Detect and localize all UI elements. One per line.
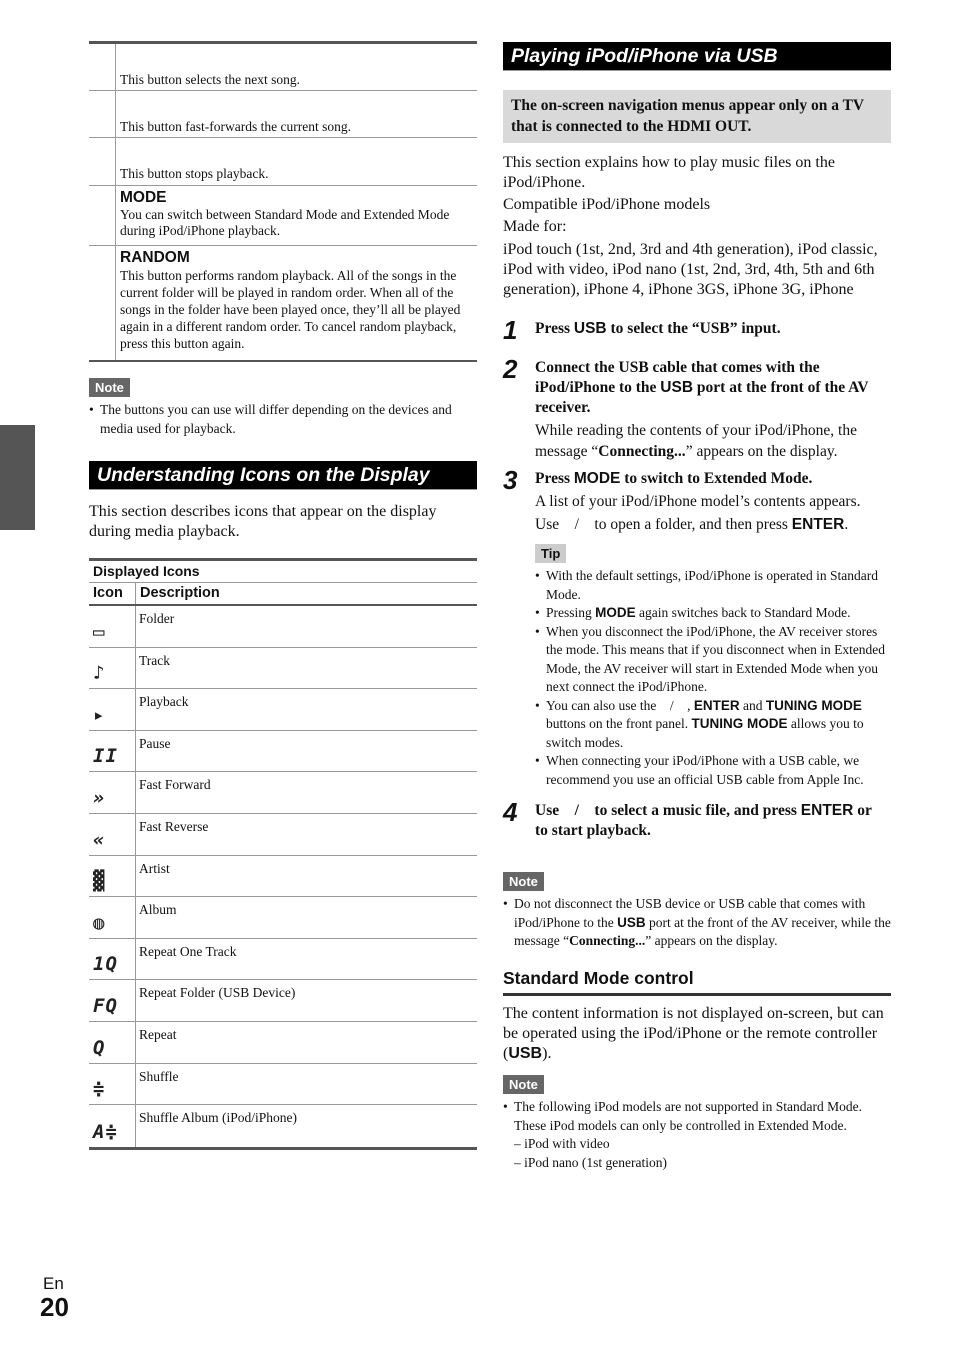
icon-cell [89,731,136,772]
icon-description: Pause [139,735,171,751]
usb-intro-p1: This section explains how to play music files on the iPod/iPhone. [503,154,835,191]
repeat-icon: Q [93,1036,106,1059]
mode-key: MODE [573,470,621,487]
step-number: 3 [503,465,518,495]
icon-cell [89,648,136,689]
step-1: 1 Press USB to select the “USB” input. [503,315,781,345]
icon-table-row [89,731,477,773]
button-row-stop [89,138,477,186]
icon-description: Folder [139,611,175,626]
note-item: • The following iPod models are not supported in Standard Mode. These iPod models can only be controlled in Extended Mode. – iPod with video – iPod nano (1st generation) [503,1098,891,1172]
track-icon: ♪ [93,662,106,685]
icon-table-row [89,814,477,856]
icon-table-row [89,980,477,1022]
tip-block [535,544,891,789]
folder-icon: ▭ [93,620,106,643]
icon-table-row [89,1105,477,1147]
shuffle-album-icon: A≑ [93,1120,118,1143]
random-heading: RANDOM [120,249,190,266]
icon-cell [89,772,136,813]
note-item: • Do not disconnect the USB device or USB cable that comes with iPod/iPhone to the USB port at the front of the AV receiver, while the message “Connecting...” appears on the display. [503,895,891,951]
icon-description: Repeat One Track [139,943,237,959]
icon-description: Shuffle [139,1068,179,1084]
usb-intro-p2: Compatible iPod/iPhone models [503,196,711,213]
note-dash-item: – iPod nano (1st generation) [514,1154,667,1170]
icon-table-row [89,939,477,981]
icon-cell [89,856,136,897]
tip-item: • When you disconnect the iPod/iPhone, the AV receiver stores the mode. This means that if you disconnect when in Extended Mode, the AV receiver will start in Extended Mode when you next connect the iPod/iPhone. [535,623,891,697]
icon-cell [89,1064,136,1105]
icon-table-row [89,648,477,690]
icon-table-row [89,772,477,814]
enter-key: ENTER [791,516,845,533]
button-desc: This button stops playback. [120,166,269,181]
icon-description: Track [139,652,171,668]
col-icon-header: Icon [89,583,136,604]
repeat-one-track-icon: 1Q [93,953,118,976]
button-row-mode [89,186,477,246]
usb-intro [503,153,891,300]
icon-description: Fast Forward [139,777,211,793]
note-badge: Note [503,1075,544,1094]
note-badge: Note [503,872,544,891]
tip-item: • Pressing MODE again switches back to Standard Mode. [535,604,891,623]
tip-item: • You can also use the / , ENTER and TUNING MODE buttons on the front panel. TUNING MODE allows you to switch modes. [535,697,891,753]
icon-cell [89,1022,136,1063]
icon-cell [89,939,136,980]
button-row-next [89,44,477,91]
button-desc: This button selects the next song. [120,72,300,87]
pause-icon: II [93,745,118,768]
note-item: • The buttons you can use will differ depending on the devices and media used for playback. [89,401,477,438]
icon-cell [89,606,136,647]
shuffle-icon: ≑ [93,1078,106,1101]
button-table [89,41,477,362]
standard-mode-para: The content information is not displayed on-screen, but can be operated using the iPod/iPhone or the remote controller (USB). [503,1005,884,1062]
mode-desc: You can switch between Standard Mode and Extended Mode during iPod/iPhone playback. [120,207,450,238]
usb-note-2 [503,1075,891,1172]
icon-table-row [89,897,477,939]
icons-section-title: Understanding Icons on the Display [89,461,477,490]
icon-cell [89,980,136,1021]
standard-mode-title: Standard Mode control [503,968,891,996]
note-badge: Note [89,378,130,397]
icon-description: Shuffle Album (iPod/iPhone) [139,1110,298,1126]
random-desc: This button performs random playback. All of the songs in the current folder will be played in random order. When all of the songs in the folder have been played once, they’ll all be played again in a different random order. To cancel random playback, press this button again. [120,268,461,351]
step-number: 2 [503,354,518,384]
icon-table-row [89,689,477,731]
fast-reverse-icon: « [93,828,106,851]
usb-key: USB [660,379,694,396]
icon-table-row [89,1064,477,1106]
step3-body1: A list of your iPod/iPhone model’s contents appears. [535,493,861,510]
repeat-folder-icon: FQ [93,994,118,1017]
left-note [89,378,477,438]
hdmi-info-box: The on-screen navigation menus appear only on a TV that is connected to the HDMI OUT. [503,90,891,143]
note-dash-item: – iPod with video [514,1136,610,1151]
tip-badge: Tip [535,544,566,563]
icon-cell [89,897,136,938]
icon-description: Album [139,902,177,918]
step-3: 3 Press MODE to switch to Extended Mode. A list of your iPod/iPhone model’s contents appears. Use / to open a folder, and then press ENTER. [503,469,891,535]
usb-note-1 [503,872,891,951]
step-2: 2 Connect the USB cable that comes with the iPod/iPhone to the USB port at the front of the AV receiver. While reading the contents of your iPod/iPhone, the message “Connecting...” appears on the display. [503,354,869,460]
step-4: 4 Use / to select a music file, and press ENTER or to start playback. [503,797,895,839]
fast-forward-icon: » [93,786,106,809]
tip-item: • With the default settings, iPod/iPhone is operated in Standard Mode. [535,567,891,604]
icon-description: Repeat [139,1026,177,1042]
icon-cell [89,814,136,855]
language-label: En [43,1274,64,1293]
usb-intro-p4: iPod touch (1st, 2nd, 3rd and 4th generation), iPod classic, iPod with video, iPod nano (1st, 2nd, 3rd, 4th, 5th and 6th generation), iPhone 4, iPhone 3GS, iPhone 3G, iPhone [503,241,878,298]
icon-cell [89,689,136,730]
enter-key: ENTER [800,802,854,819]
icons-table-body [89,606,477,1147]
icon-description: Playback [139,694,189,710]
button-row-random [89,246,477,360]
icon-description: Artist [139,860,170,876]
tip-item: • When connecting your iPod/iPhone with a USB cable, we recommend you use an official USB cable from Apple Inc. [535,752,891,789]
section-side-tab [0,425,35,530]
playback-icon: ▸ [93,703,106,726]
col-desc-header: Description [140,585,220,601]
icon-description: Repeat Folder (USB Device) [139,985,296,1001]
icons-table-caption: Displayed Icons [89,561,477,583]
icon-cell [89,1105,136,1147]
button-desc: This button fast-forwards the current song. [120,119,351,134]
usb-key: USB [573,320,607,337]
step-number: 1 [503,315,518,345]
icon-description: Fast Reverse [139,818,209,834]
icons-table-header [89,583,477,606]
icon-table-row [89,1022,477,1064]
step-number: 4 [503,797,518,827]
usb-intro-p3: Made for: [503,218,567,235]
displayed-icons-table [89,558,477,1150]
album-icon: ◍ [93,911,106,934]
icons-section-intro: This section describes icons that appear on the display during media playback. [89,503,437,540]
usb-section-title: Playing iPod/iPhone via USB [503,42,891,71]
artist-icon: ▓ [93,870,106,893]
icon-table-row [89,606,477,648]
mode-heading: MODE [120,189,167,206]
page-number: 20 [40,1292,69,1322]
icon-table-row [89,856,477,898]
button-row-fast-forward [89,91,477,138]
